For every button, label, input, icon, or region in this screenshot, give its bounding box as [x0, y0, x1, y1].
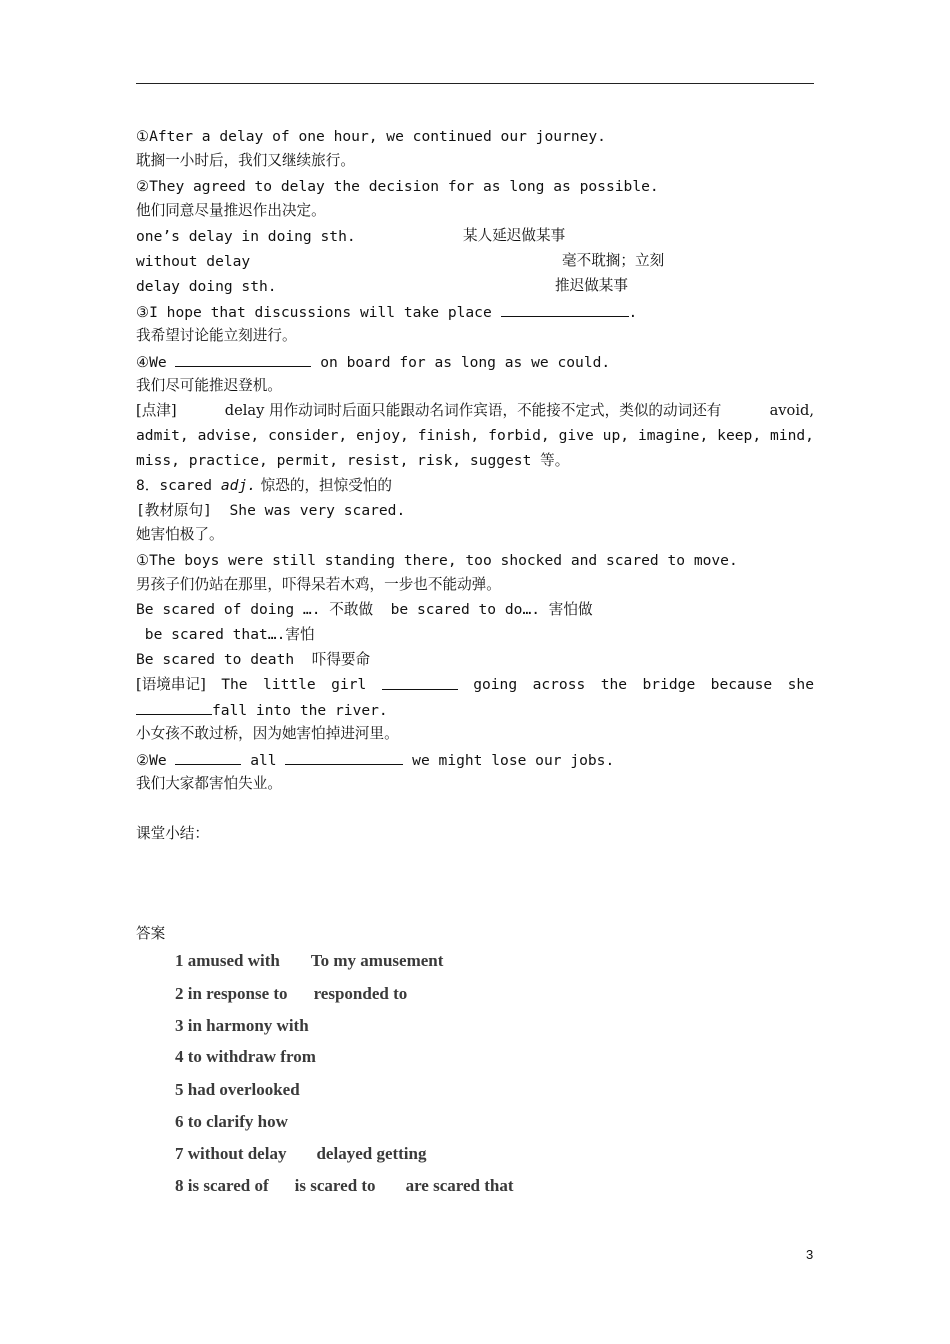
lesson-summary-heading: 课堂小结：	[136, 825, 209, 842]
note-word: delay 用作动词时后面只能跟动名词作宾语，不能接不定式，类似的动词还有	[224, 402, 722, 419]
page-number: 3	[806, 1247, 814, 1262]
context-word: little	[263, 676, 316, 693]
answer-row	[175, 1111, 288, 1133]
context-word: bridge	[642, 676, 696, 693]
context-word: the	[600, 676, 628, 693]
answer-text: 5 had overlooked	[175, 1080, 300, 1099]
usage-note	[136, 426, 814, 446]
context-word: because	[710, 676, 773, 693]
answer-row	[175, 1143, 427, 1165]
note-word: keep,	[717, 427, 762, 444]
phrase: Be scared to death 吓得要命	[136, 651, 371, 668]
phrase-meaning: 某人延迟做某事	[463, 227, 566, 244]
translation: 我们尽可能推迟登机。	[136, 377, 282, 394]
phrase: Be scared of doing …. 不敢做 be scared to do…. 害怕做	[136, 601, 593, 618]
note-word: forbid,	[488, 427, 550, 444]
answer-blank	[382, 675, 458, 690]
answer-row	[175, 1175, 514, 1197]
example-sentence: ①The boys were still standing there, too shocked and scared to move.	[136, 552, 738, 569]
exercise-text: we might lose our jobs.	[403, 752, 615, 769]
note-word: consider,	[268, 427, 348, 444]
answer-text: 2 in response to	[175, 984, 288, 1003]
translation: 耽搁一小时后，我们又继续旅行。	[136, 152, 355, 169]
vocab-heading	[136, 476, 392, 496]
note-word: [点津]	[136, 402, 177, 419]
answer-text: delayed getting	[316, 1144, 427, 1163]
answer-row	[175, 1046, 316, 1068]
exercise-text: all	[241, 752, 286, 769]
phrase-meaning: 推迟做某事	[555, 277, 628, 294]
answer-text: 7 without delay	[175, 1144, 287, 1163]
note-word: admit,	[136, 427, 189, 444]
exercise-text: on board for as long as we could.	[311, 354, 611, 371]
example-sentence: ①After a delay of one hour, we continued our journey.	[136, 128, 606, 145]
part-of-speech: adj.	[220, 477, 257, 494]
note-word: give	[558, 427, 594, 444]
context-exercise	[136, 700, 388, 721]
vocab-word: 8．scared	[136, 477, 221, 494]
context-word: girl	[331, 676, 367, 693]
answer-text: 8 is scared of	[175, 1176, 269, 1195]
context-word: she	[787, 676, 814, 693]
answer-blank	[175, 352, 311, 367]
note-word: enjoy,	[356, 427, 409, 444]
answer-text: To my amusement	[310, 951, 444, 970]
answer-text: 4 to withdraw from	[175, 1047, 316, 1066]
answer-text: responded to	[313, 984, 408, 1003]
note-word: up,	[602, 427, 630, 444]
context-word: The	[221, 676, 248, 693]
answer-text: is scared to	[294, 1176, 376, 1195]
answer-blank	[175, 750, 241, 765]
answer-blank	[285, 750, 403, 765]
answer-blank	[501, 302, 629, 317]
exercise-text: .	[628, 304, 638, 321]
note-word: advise,	[197, 427, 260, 444]
context-text: fall into the river.	[212, 702, 388, 719]
phrase: one’s delay in doing sth.	[136, 228, 356, 245]
usage-note: miss, practice, permit, resist, risk, suggest 等。	[136, 452, 570, 469]
context-exercise	[136, 675, 814, 695]
note-word: avoid,	[769, 402, 814, 419]
phrase: without delay	[136, 253, 251, 270]
phrase-meaning: 毫不耽搁；立刻	[562, 252, 665, 269]
translation: 男孩子们仍站在那里，吓得呆若木鸡，一步也不能动弹。	[136, 576, 501, 593]
context-word: across	[532, 676, 586, 693]
translation: 我们大家都害怕失业。	[136, 775, 282, 792]
answer-row	[175, 1079, 300, 1101]
translation: 我希望讨论能立刻进行。	[136, 327, 297, 344]
translation: 他们同意尽量推迟作出决定。	[136, 202, 326, 219]
vocab-meaning: 惊恐的，担惊受怕的	[256, 477, 393, 494]
answers-heading: 答案	[136, 925, 166, 942]
exercise-text: ③I hope that discussions will take place	[136, 304, 501, 321]
header-rule	[136, 83, 814, 84]
answer-text: 6 to clarify how	[175, 1112, 288, 1131]
answer-text: 3 in harmony with	[175, 1016, 309, 1035]
textbook-sentence: [教材原句] She was very scared.	[136, 502, 406, 519]
exercise-text: ④We	[136, 354, 176, 371]
exercise-sentence	[136, 352, 610, 373]
answer-row	[175, 1015, 309, 1037]
answer-text: 1 amused with	[175, 951, 280, 970]
context-label: [语境串记]	[136, 676, 206, 693]
exercise-sentence	[136, 750, 614, 771]
translation: 小女孩不敢过桥，因为她害怕掉进河里。	[136, 725, 399, 742]
exercise-text: ②We	[136, 752, 176, 769]
translation: 她害怕极了。	[136, 526, 224, 543]
exercise-sentence	[136, 302, 637, 323]
answer-row	[175, 983, 407, 1005]
answer-text: are scared that	[405, 1176, 514, 1195]
note-word: mind,	[770, 427, 814, 444]
phrase: be scared that….害怕	[136, 626, 315, 643]
answer-row	[175, 950, 443, 972]
phrase: delay doing sth.	[136, 278, 277, 295]
usage-note	[136, 401, 814, 421]
context-word: going	[473, 676, 518, 693]
answer-blank	[136, 700, 212, 715]
example-sentence: ②They agreed to delay the decision for as long as possible.	[136, 178, 659, 195]
note-word: imagine,	[637, 427, 709, 444]
note-word: finish,	[417, 427, 480, 444]
